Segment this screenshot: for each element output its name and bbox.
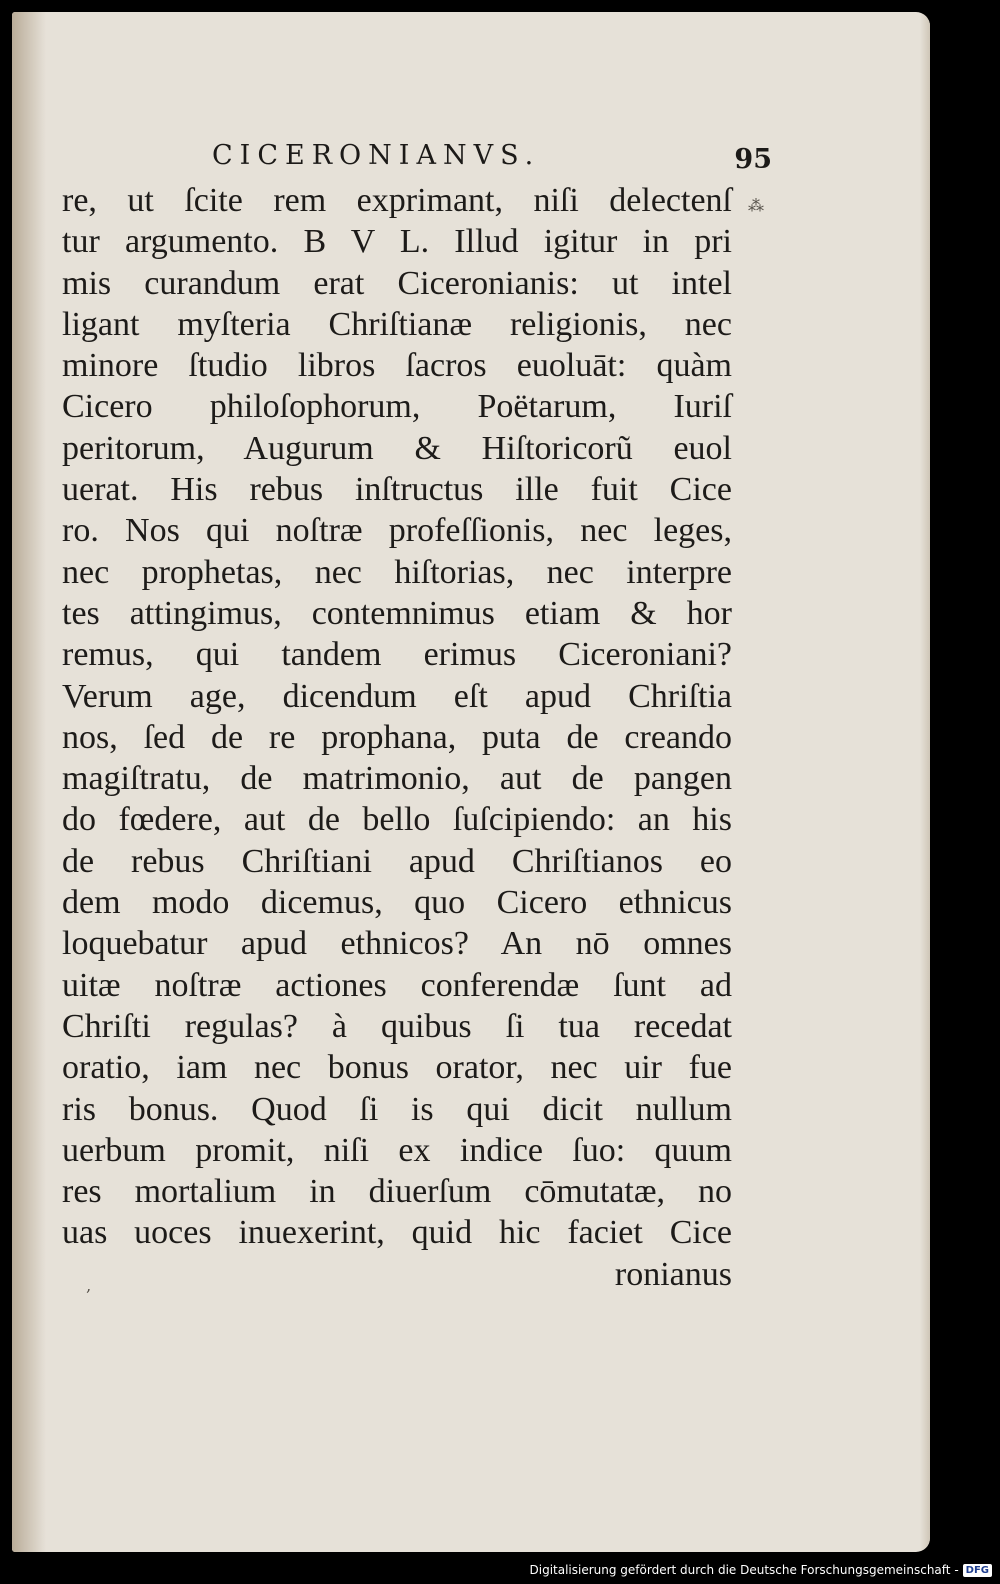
text-line: uerat. His rebus inſtructus ille fuit Cice — [62, 471, 732, 509]
text-line: re, ut ſcite rem exprimant, niſi delectenſ — [62, 182, 732, 219]
text-line: res mortalium in diuerſum cōmutatæ, no — [62, 1173, 732, 1211]
running-title: CICERONIANVS. — [212, 140, 541, 171]
text-line: ligant myſteria Chriſtianæ religionis, nec — [62, 305, 732, 343]
text-line: uitæ noſtræ actiones conferendæ ſunt ad — [62, 966, 732, 1004]
text-line: uas uoces inuexerint, quid hic faciet Cice — [62, 1214, 732, 1252]
text-line: ris bonus. Quod ſi is qui dicit nullum — [62, 1090, 732, 1128]
credit-text: Digitalisierung gefördert durch die Deutsche Forschungsgemeinschaft - — [529, 1563, 959, 1577]
text-line: nos, ſed de re prophana, puta de creando — [62, 718, 732, 756]
text-line: de rebus Chriſtiani apud Chriſtianos eo — [62, 842, 732, 880]
text-line: tur argumento. B V L. Illud igitur in pri — [62, 223, 732, 261]
dfg-logo-icon: DFG — [963, 1564, 992, 1577]
text-line: remus, qui tandem erimus Ciceroniani? — [62, 636, 732, 674]
digitization-credit — [530, 1560, 993, 1580]
text-line: do fœdere, aut de bello ſuſcipiendo: an his — [62, 801, 732, 839]
text-line: ro. Nos qui noſtræ profeſſionis, nec leges, — [62, 512, 732, 550]
text-line: loquebatur apud ethnicos? An nō omnes — [62, 925, 732, 963]
text-line: Cicero philoſophorum, Poëtarum, Iuriſ — [62, 388, 732, 426]
text-line: nec prophetas, nec hiſtorias, nec interpre — [62, 553, 732, 591]
margin-note-mark: ⁂ — [748, 196, 764, 215]
text-line: tes attingimus, contemnimus etiam & hor — [62, 594, 732, 632]
text-line: dem modo dicemus, quo Cicero ethnicus — [62, 884, 732, 922]
stray-mark: ‚ — [86, 1276, 92, 1295]
text-line: mis curandum erat Ciceronianis: ut intel — [62, 264, 732, 302]
running-head — [212, 140, 772, 180]
text-line: Chriſti regulas? à quibus ſi tua recedat — [62, 1007, 732, 1045]
text-line: peritorum, Augurum & Hiſtoricorũ euol — [62, 429, 732, 467]
text-line: uerbum promit, niſi ex indice ſuo: quum — [62, 1131, 732, 1169]
book-page — [12, 12, 930, 1552]
body-text — [62, 180, 732, 1295]
text-line: minore ſtudio libros ſacros euoluāt: quàm — [62, 347, 732, 385]
page-number: 95 — [734, 144, 772, 175]
catchword: ronianus — [614, 1255, 732, 1293]
text-line: magiſtratu, de matrimonio, aut de pangen — [62, 760, 732, 798]
text-line: oratio, iam nec bonus orator, nec uir fue — [62, 1049, 732, 1087]
text-line: Verum age, dicendum eſt apud Chriſtia — [62, 677, 732, 715]
